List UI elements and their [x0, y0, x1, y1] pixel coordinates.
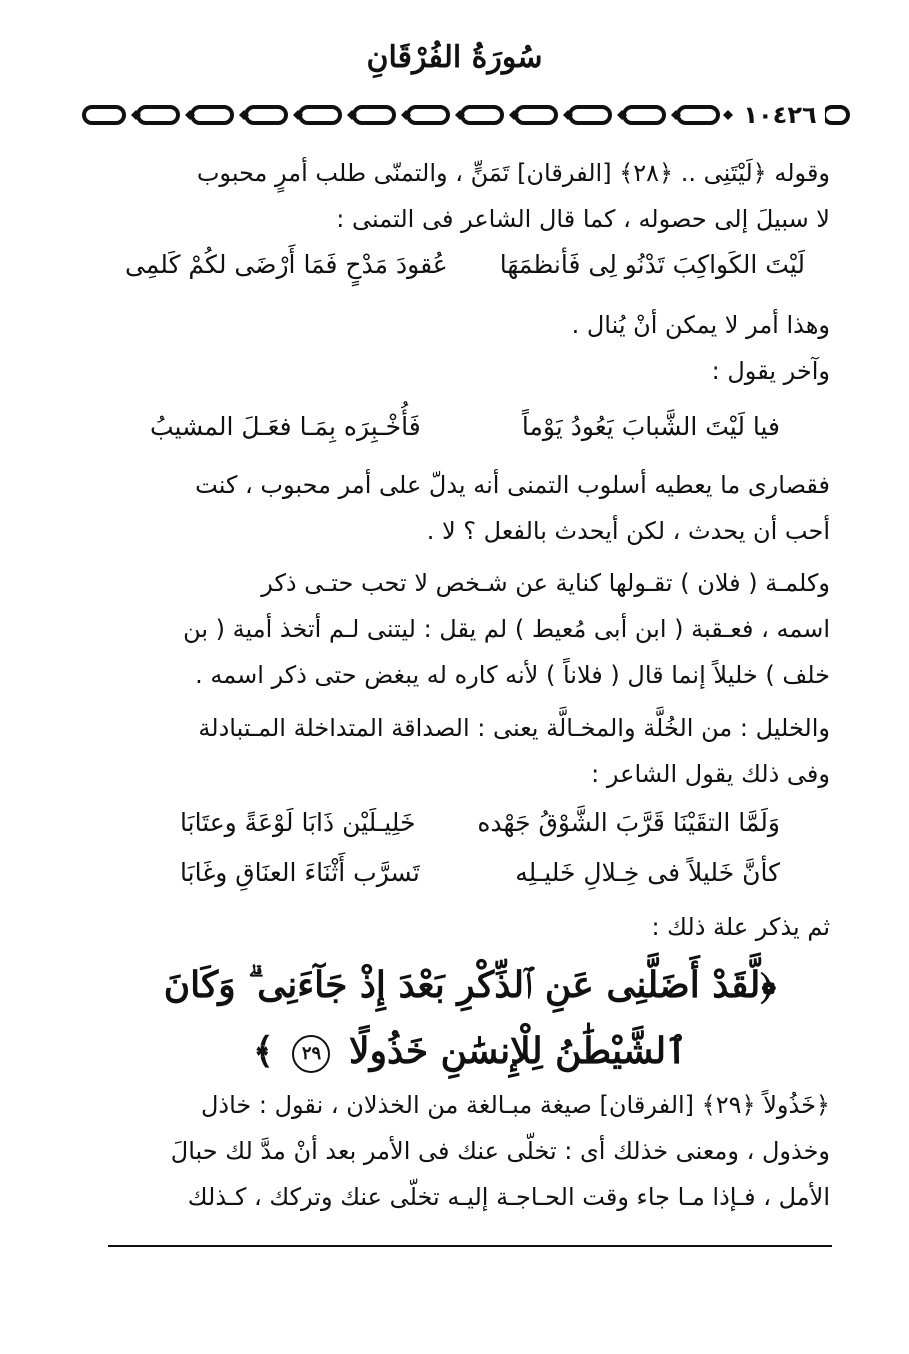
paragraph-3 [105, 462, 830, 554]
paragraph-5 [105, 705, 830, 797]
poem-verse-1 [125, 250, 805, 290]
paragraph-4 [105, 560, 830, 698]
verse-right-hemistich: فيا لَيْتَ الشَّبابَ يَعُودُ يَوْماً [521, 412, 780, 441]
text-line: لا سبيلَ إلى حصوله ، كما قال الشاعر فى التمنى : [336, 205, 830, 233]
text-line: فقصارى ما يعطيه أسلوب التمنى أنه يدلّ على أمر محبوب ، كنت [195, 471, 830, 499]
verse-right-hemistich: لَيْتَ الكَواكِبَ تَدْنُو لِى فَأنظمَهَا [499, 250, 805, 279]
text-line: اسمه ، فعـقبة ( ابن أبى مُعيط ) لم يقل : ليتنى لـم أتخذ أمية ( بن [183, 615, 830, 643]
text-line: وكلمـة ( فلان ) تقـولها كناية عن شـخص لا تحب حتـى ذكر [261, 569, 830, 597]
page-number: ١٠٤٢٦ [735, 100, 825, 130]
quran-text: ٱلشَّيْطَٰنُ لِلْإِنسَٰنِ خَذُولًا [349, 1030, 688, 1072]
quran-line: ﴿لَّقَدْ أَضَلَّنِى عَنِ ٱلذِّكْرِ بَعْدَ إِذْ جَآءَنِى ۗ وَكَانَ [163, 964, 777, 1006]
verse-right-hemistich: وَلَمَّا التقَيْنَا قَرَّبَ الشَّوْقُ جَهْده [477, 808, 780, 837]
text-fragment: صيغة مبـالغة من الخذلان ، نقول : خاذل [200, 1091, 592, 1119]
quran-line [150, 1018, 790, 1084]
paragraph-7 [105, 1082, 830, 1220]
text-line: وخذول ، ومعنى خذلك أى : تخلّى عنك فى الأمر بعد أنْ مدَّ لك حبالَ [170, 1137, 830, 1165]
text-line [105, 1082, 830, 1128]
verse-left-hemistich: عُقودَ مَدْحٍ فَمَا أَرْضَى لكُمْ كَلمِى [125, 250, 448, 279]
verse-left-hemistich: فَأُخْـبِرَه بِمَـا فعَـلَ المشيبُ [150, 412, 421, 441]
quoted-term: ﴿خَذُولاً ﴿٢٩﴾ [الفرقان] [599, 1091, 830, 1119]
paragraph-6 [105, 904, 830, 950]
surah-title: سُورَةُ الفُرْقَانِ [366, 40, 543, 75]
poem-verse-3 [180, 808, 780, 848]
text-line: وقوله ﴿لَيْتَنِى .. ﴿٢٨﴾ [الفرقان] تَمَنٍّ ، والتمنّى طلب أمرٍ محبوب [196, 159, 830, 187]
text-line: وفى ذلك يقول الشاعر : [591, 760, 830, 788]
text-line: وآخر يقول : [711, 357, 830, 385]
text-line: والخليل : من الخُلَّة والمخـالَّة يعنى : الصداقة المتداخلة المـتبادلة [198, 714, 830, 742]
paragraph-1 [105, 150, 830, 242]
text-line: خلف ) خليلاً إنما قال ( فلاناً ) لأنه كاره له يبغض حتى ذكر اسمه . [195, 661, 830, 689]
ayah-number-badge: ٢٩ [292, 1035, 330, 1073]
text-line: ثم يذكر علة ذلك : [651, 913, 830, 941]
text-line: وهذا أمر لا يمكن أنْ يُنال . [571, 311, 830, 339]
verse-left-hemistich: خَلِيـلَيْن ذَابَا لَوْعَةً وعتَابَا [180, 808, 416, 837]
quranic-verse [150, 952, 790, 1084]
paragraph-2 [105, 302, 830, 394]
verse-right-hemistich: كأنَّ خَليلاً فى خِـلالِ خَليـلِه [515, 858, 780, 887]
poem-verse-4 [180, 858, 780, 898]
footer-divider [108, 1245, 832, 1247]
text-line: أحب أن يحدث ، لكن أيحدث بالفعل ؟ لا . [426, 517, 830, 545]
text-line: الأمل ، فـإذا مـا جاء وقت الحـاجـة إليـه تخلّى عنك وتركك ، كـذلك [187, 1183, 830, 1211]
poem-verse-2 [150, 412, 780, 452]
quran-closing-bracket: ﴾ [252, 1030, 274, 1072]
verse-left-hemistich: تَسرَّب أَثْنَاءَ العنَاقِ وغَابَا [180, 858, 420, 887]
